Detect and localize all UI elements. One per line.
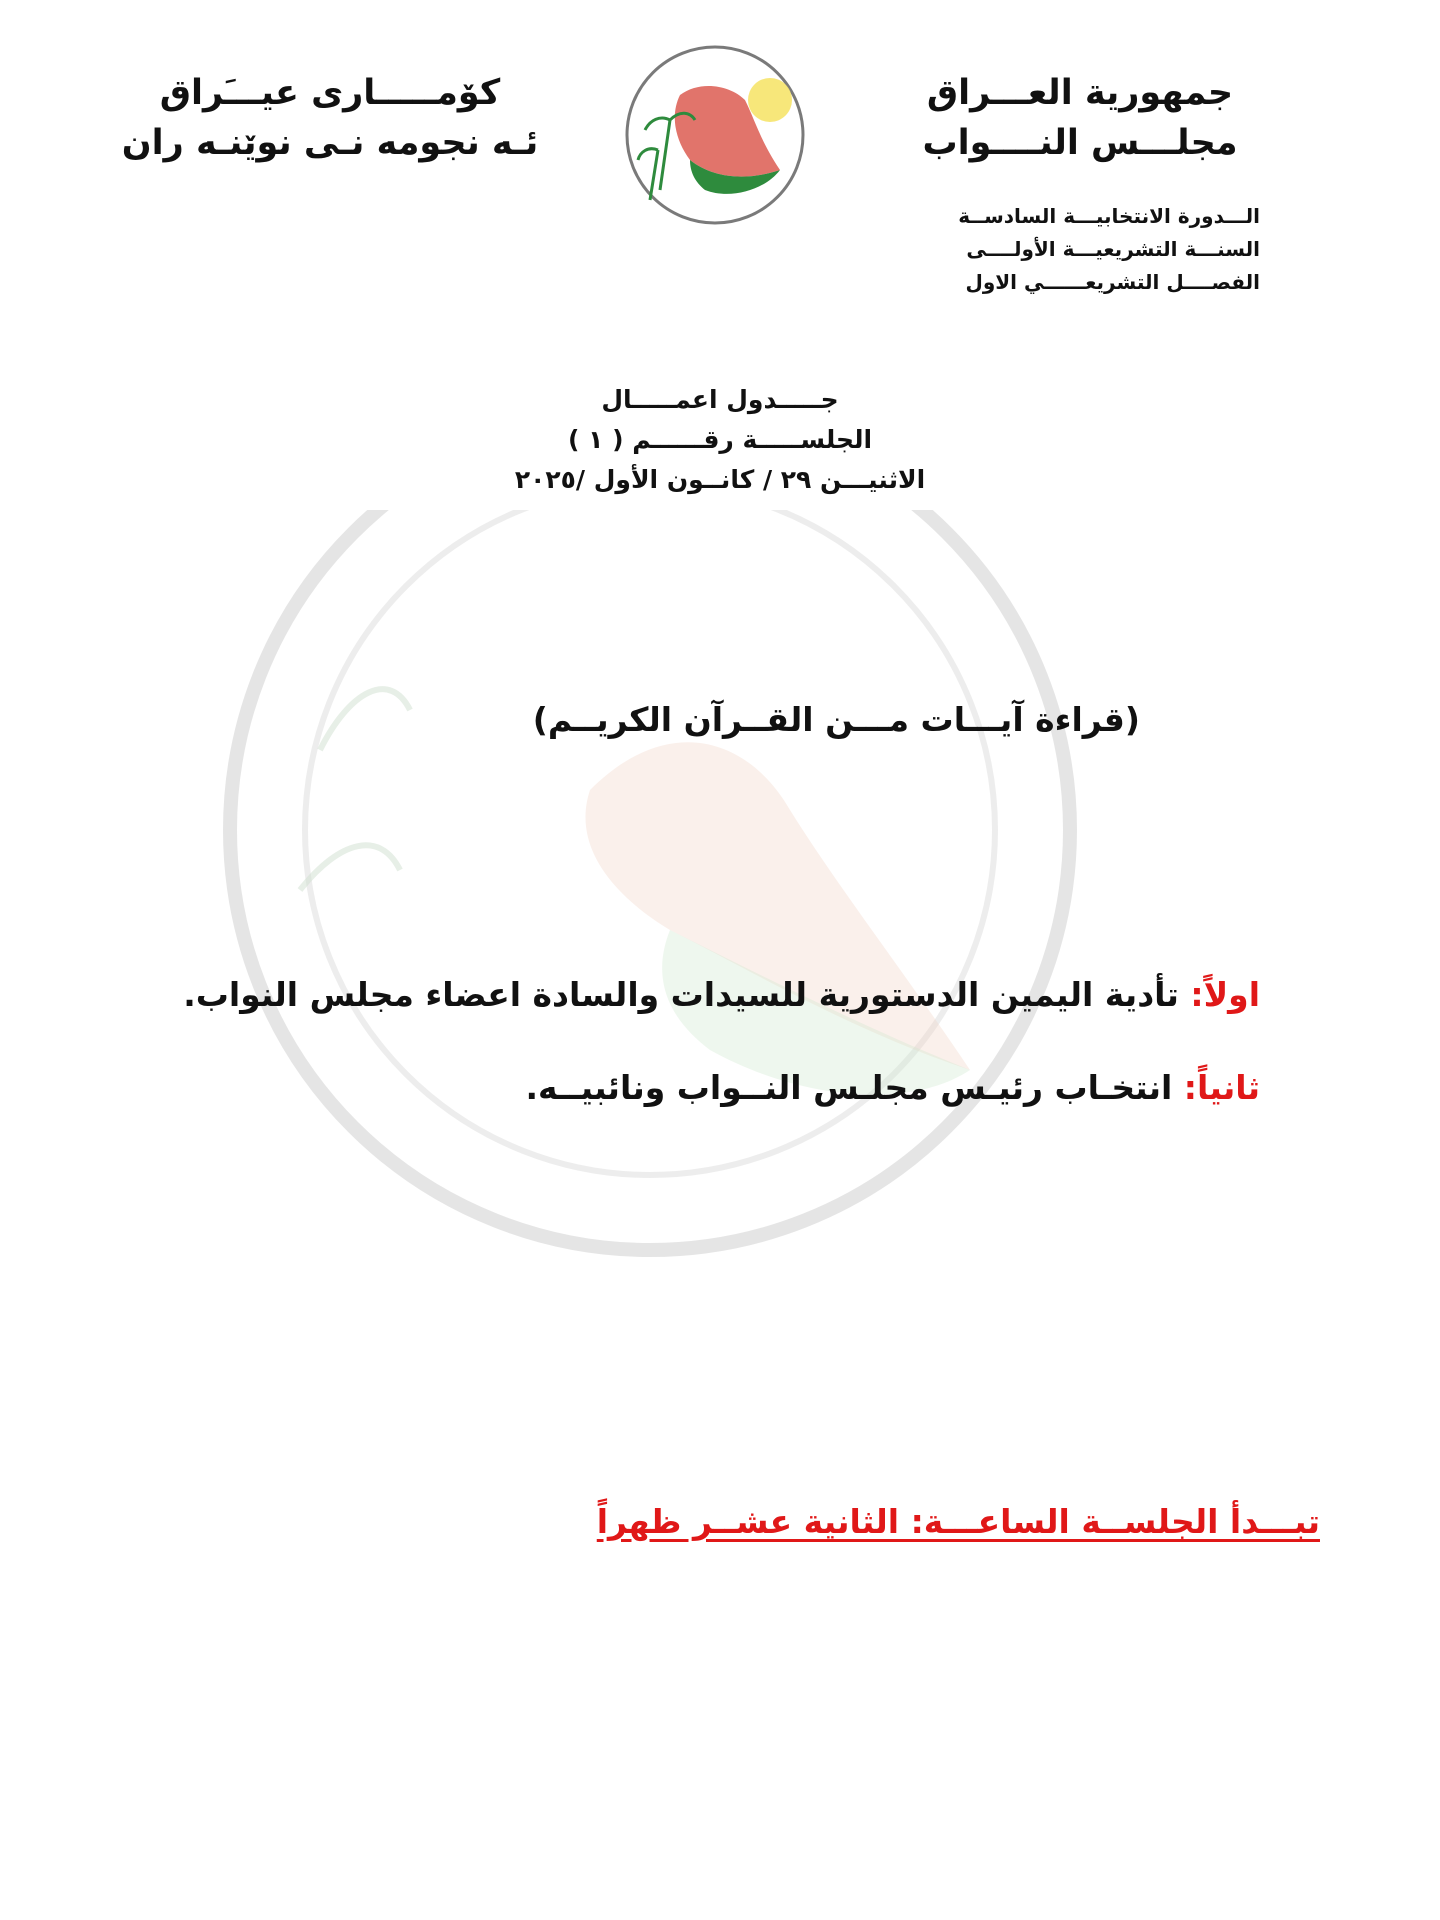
session-date: الاثنيـــن ٢٩ / كانــون الأول /٢٠٢٥ xyxy=(514,465,926,494)
council-name-arabic: مجلـــس النــــواب xyxy=(922,123,1238,163)
agenda-item-1-label: اولاً: xyxy=(1190,975,1260,1014)
agenda-item-2-label: ثانياً: xyxy=(1183,1068,1260,1107)
session-number: الجلســـــة رقــــــم ( ١ ) xyxy=(567,425,873,454)
watermark-seal-icon xyxy=(150,510,1090,1260)
council-name-kurdish: ئـه نجومه نـى نوێنـه ران xyxy=(121,123,539,163)
quran-reading: (قراءة آيـــات مـــن القــرآن الكريــم) xyxy=(532,700,1140,739)
electoral-cycle: الـــدورة الانتخابيـــة السادســة xyxy=(958,204,1260,228)
agenda-title-block xyxy=(320,380,1120,500)
agenda-item-2 xyxy=(180,1068,1260,1107)
arabic-header xyxy=(900,68,1260,168)
legislative-term-info xyxy=(860,200,1260,299)
agenda-item-2-text: انتخـاب رئيـس مجلـس النــواب ونائبيــه. xyxy=(525,1068,1184,1107)
country-name-kurdish: كۆمـــــارى عيـــَراق xyxy=(159,73,501,113)
session-start-time: تبـــدأ الجلســة الساعـــة: الثانية عشــر ظهراً xyxy=(596,1502,1320,1541)
agenda-item-1 xyxy=(180,975,1260,1014)
agenda-title: جـــــدول اعمـــــال xyxy=(601,385,839,414)
legislative-year: السنـــة التشريعيـــة الأولــــى xyxy=(966,237,1260,261)
country-name-arabic: جمهورية العـــراق xyxy=(926,73,1234,113)
parliament-emblem-icon xyxy=(620,40,810,230)
legislative-session: الفصــــل التشريعــــــي الاول xyxy=(965,270,1260,294)
kurdish-header xyxy=(120,68,540,168)
agenda-item-1-text: تأدية اليمين الدستورية للسيدات والسادة اعضاء مجلس النواب. xyxy=(183,975,1191,1014)
